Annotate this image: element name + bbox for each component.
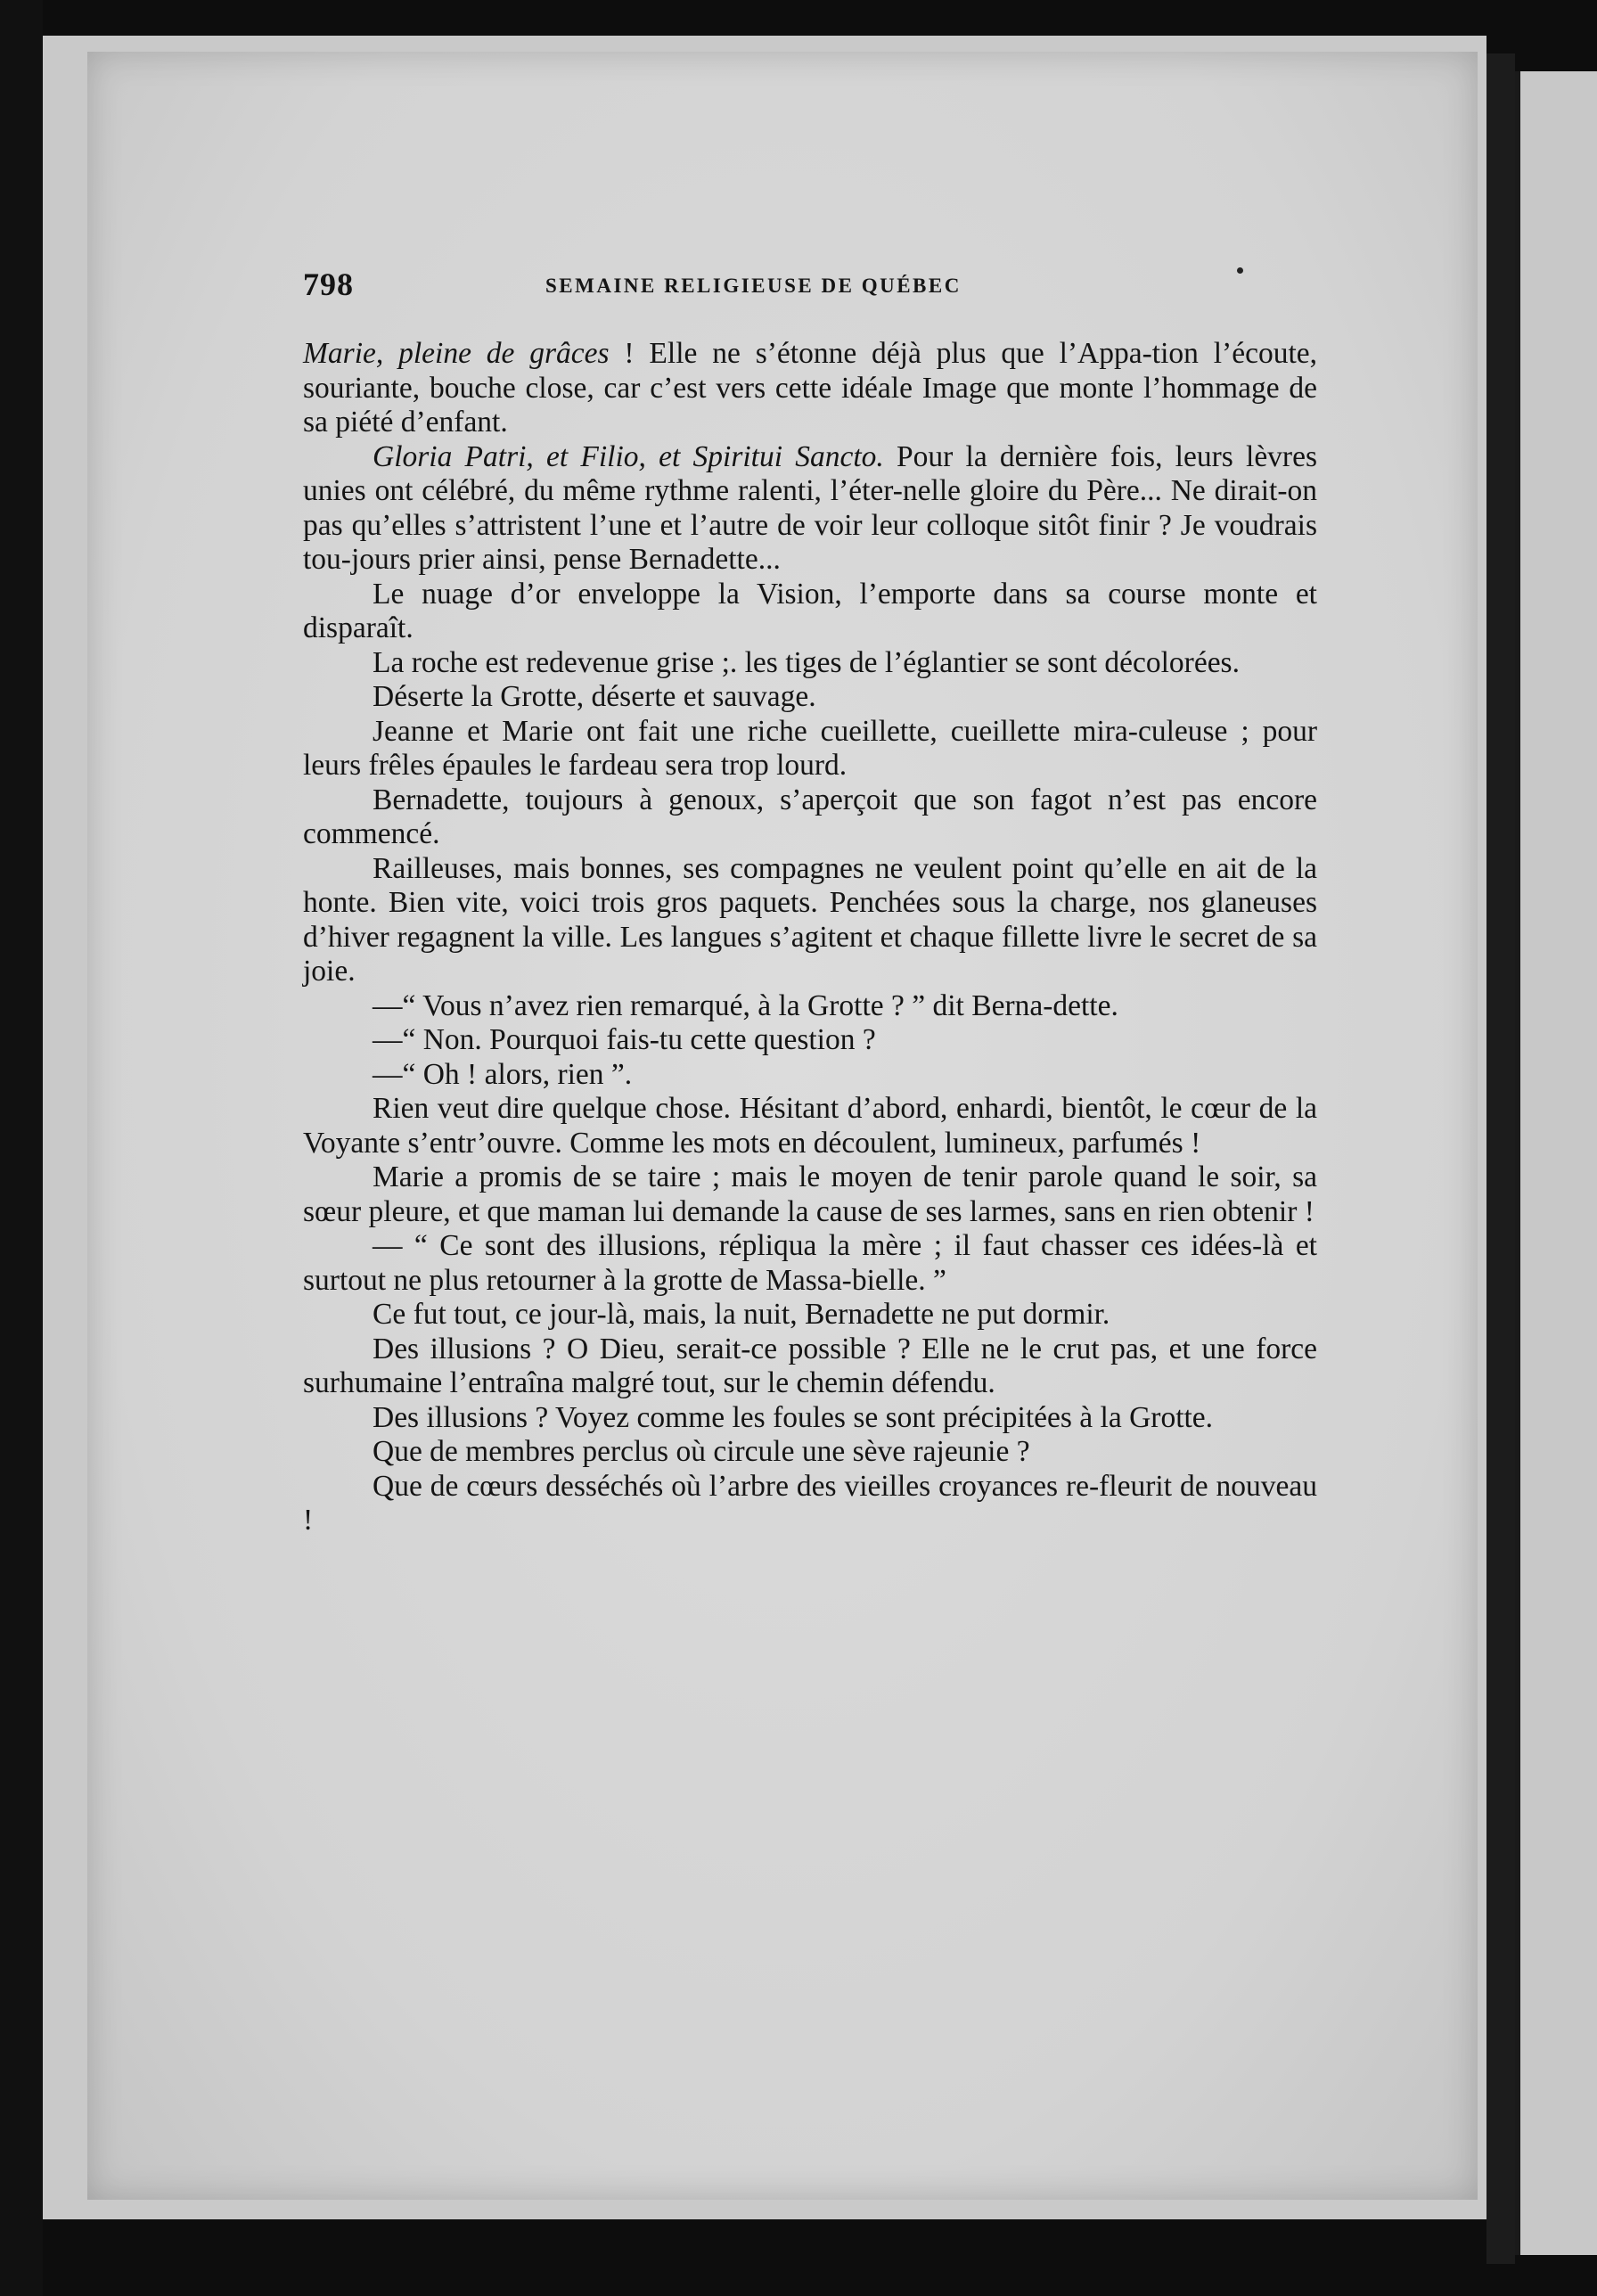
paragraph: Jeanne et Marie ont fait une riche cueillette, cueillette mira-culeuse ; pour leurs frêles épaules le fardeau sera trop lourd. (303, 714, 1317, 782)
paragraph: Railleuses, mais bonnes, ses compagnes ne veulent point qu’elle en ait de la honte. Bien vite, voici trois gros paquets. Penchées sous la charge, nos glaneuses d’hiver regagnent la ville. Les langues s’agitent et chaque fillette livre le secret de sa joie. (303, 851, 1317, 988)
scan-border-left (0, 0, 43, 2296)
paragraph: Des illusions ? O Dieu, serait-ce possible ? Elle ne le crut pas, et une force surhumaine l’entraîna malgré tout, sur le chemin défendu. (303, 1332, 1317, 1399)
dialogue-line: —“ Oh ! alors, rien ”. (373, 1057, 633, 1091)
paragraph (303, 440, 1317, 578)
paragraph (303, 337, 1317, 440)
italic-phrase: Gloria Patri, et Filio, et Spiritui Sancto. (373, 439, 884, 473)
paragraph: Ce fut tout, ce jour-là, mais, la nuit, Bernadette ne put dormir. (373, 1298, 1110, 1331)
paragraph: Déserte la Grotte, déserte et sauvage. (373, 680, 816, 713)
paragraph-text: Pour la dernière fois, leurs lèvres unies ont célébré, du même rythme ralenti, l’éter-nelle gloire du Père... Ne dirait-on pas qu’elles s’attristent l’une et l’autre de voir leur colloque sitôt finir ? Je voudrais tou-jours prier ainsi, pense Bernadette... (303, 439, 1317, 576)
dialogue-line: —“ Vous n’avez rien remarqué, à la Grotte ? ” dit Berna-dette. (373, 988, 1118, 1022)
dialogue-line: —“ Non. Pourquoi fais-tu cette question ? (373, 1023, 876, 1056)
binding-shadow (1486, 53, 1515, 2264)
paragraph: Des illusions ? Voyez comme les foules se sont précipitées à la Grotte. (373, 1400, 1214, 1434)
paragraph: La roche est redevenue grise ;. les tiges de l’églantier se sont décolorées. (373, 645, 1240, 679)
paragraph-text: ! Elle ne s’étonne déjà plus que l’Appa-tion l’écoute, souriante, bouche close, car c’est vers cette idéale Image que monte l’hommage de sa piété d’enfant. (303, 337, 1317, 439)
dialogue-line: — “ Ce sont des illusions, répliqua la mère ; il faut chasser ces idées-là et surtout ne plus retourner à la grotte de Massa-bielle. ” (303, 1229, 1317, 1297)
paragraph: Rien veut dire quelque chose. Hésitant d’abord, enhardi, bientôt, le cœur de la Voyante s’entr’ouvre. Comme les mots en découlent, lumineux, parfumés ! (303, 1092, 1317, 1160)
page-header (303, 266, 1283, 310)
paragraph: Bernadette, toujours à genoux, s’aperçoit que son fagot n’est pas encore commencé. (303, 783, 1317, 850)
paragraph: Marie a promis de se taire ; mais le moyen de tenir parole quand le soir, sa sœur pleure, et que maman lui demande la cause de ses larmes, sans en rien obtenir ! (303, 1160, 1317, 1228)
paragraph: Que de cœurs desséchés où l’arbre des vieilles croyances re-fleurit de nouveau ! (303, 1469, 1317, 1537)
body-text (303, 337, 1317, 1538)
page-number: 798 (303, 266, 354, 302)
paragraph: Que de membres perclus où circule une sève rajeunie ? (373, 1435, 1030, 1468)
italic-phrase: Marie, pleine de grâces (303, 337, 610, 370)
paragraph: Le nuage d’or enveloppe la Vision, l’emporte dans sa course monte et disparaît. (303, 577, 1317, 644)
running-head: SEMAINE RELIGIEUSE DE QUÉBEC (545, 275, 962, 297)
ink-speck (1237, 267, 1243, 274)
facing-page-edge (1515, 71, 1597, 2255)
